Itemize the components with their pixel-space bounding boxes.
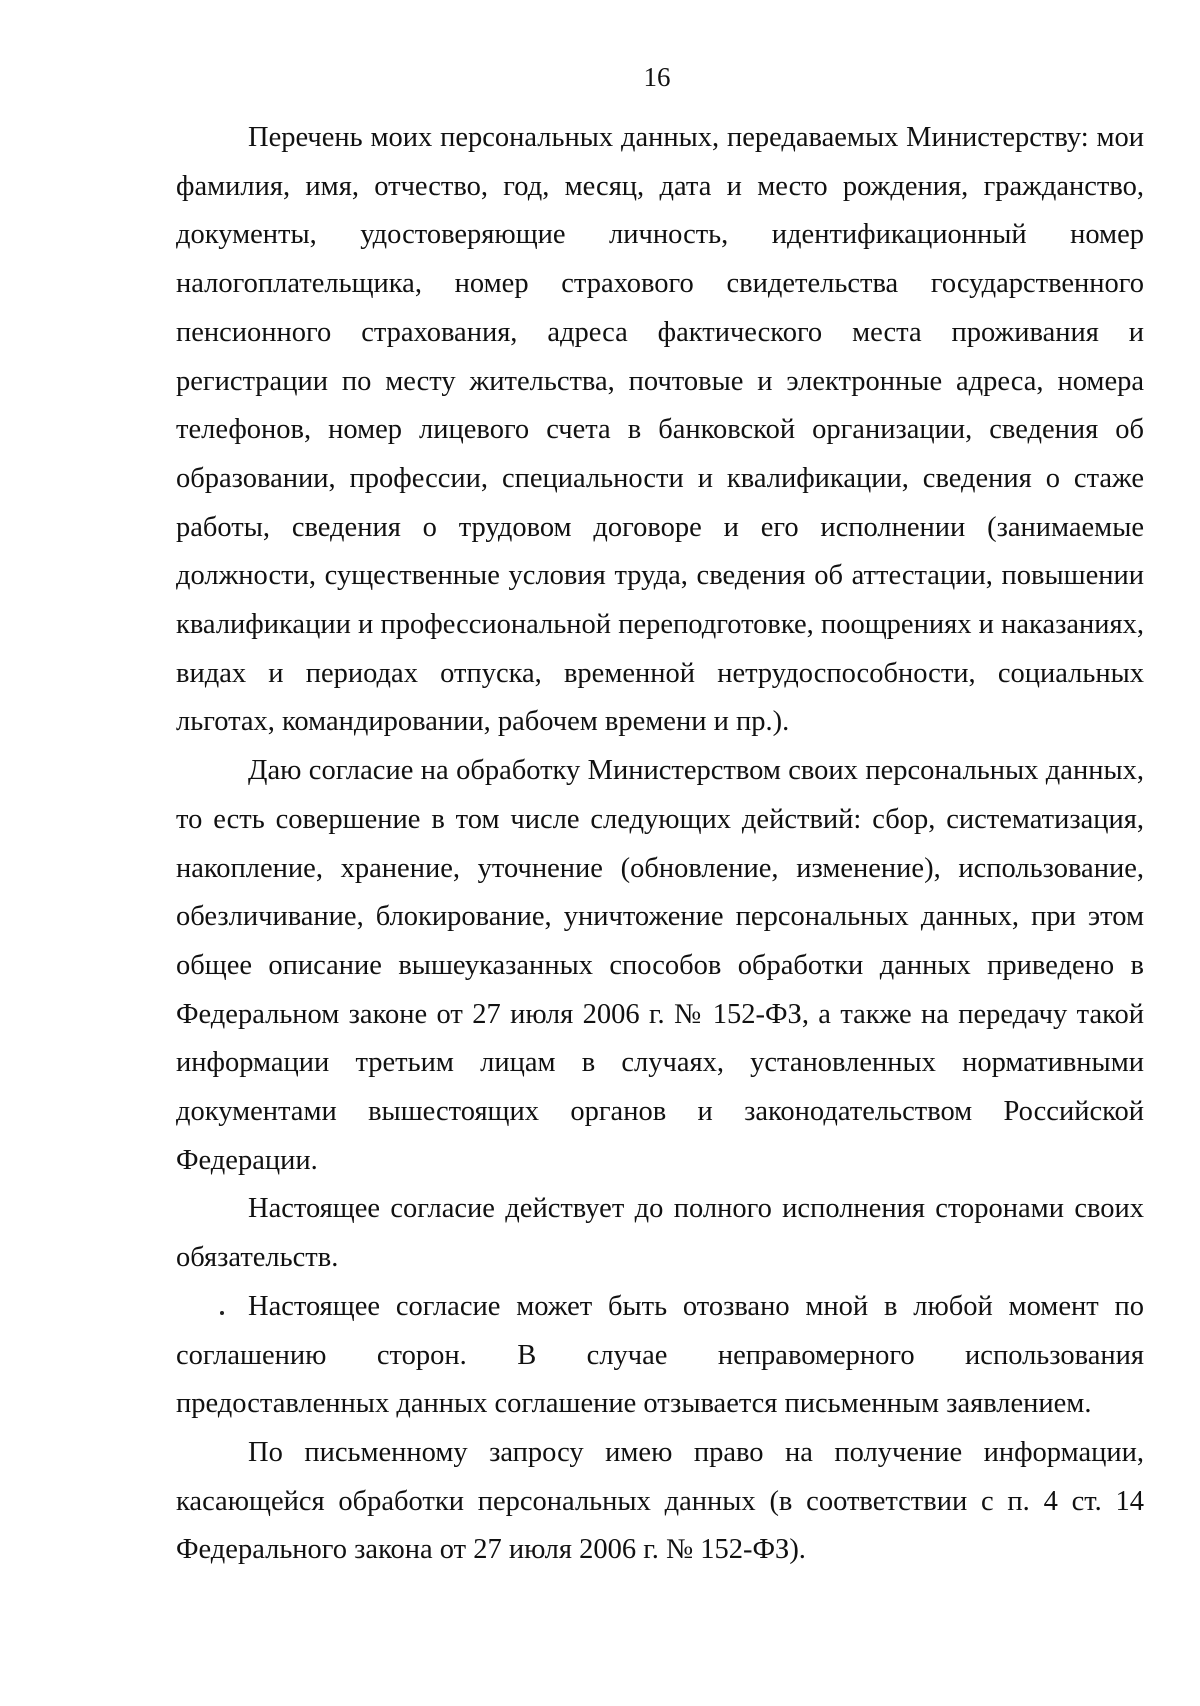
paragraph-personal-data-list: Перечень моих персональных данных, передаваемых Министерству: мои фамилия, имя, отчество, год, месяц, дата и место рождения, гражданство, документы, удостоверяющие личность, идентификационный номер налогоплательщика, номер страхового свидетельства государственного пенсионного страхования, адреса фактического места проживания и регистрации по месту жительства, почтовые и электронные адреса, номера телефонов, номер лицевого счета в банковской организации, сведения об образовании, профессии, специальности и квалификации, сведения о стаже работы, сведения о трудовом договоре и его исполнении (занимаемые должности, существенные условия труда, сведения об аттестации, повышении квалификации и профессиональной переподготовке, поощрениях и наказаниях, видах и периодах отпуска, временной нетрудоспособности, социальных льготах, командировании, рабочем времени и пр.).: [176, 122, 1144, 738]
paragraph-revocation: Настоящее согласие может быть отозвано мной в любой момент по соглашению сторон. В случае неправомерного использования предоставленных данных соглашение отзывается письменным заявлением.: [176, 1290, 1144, 1420]
document-body: [176, 114, 1144, 1575]
paragraph-information-right: По письменному запросу имею право на получение информации, касающейся обработки персональных данных (в соответствии с п. 4 ст. 14 Федерального закона от 27 июля 2006 г. № 152-ФЗ).: [176, 1436, 1144, 1566]
page-number: 16: [643, 62, 671, 92]
paragraph-consent-processing: Даю согласие на обработку Министерством своих персональных данных, то есть совершение в том числе следующих действий: сбор, систематизация, накопление, хранение, уточнение (обновление, изменение), использование, обезличивание, блокирование, уничтожение персональных данных, при этом общее описание вышеуказанных способов обработки данных приведено в Федеральном законе от 27 июля 2006 г. № 152-ФЗ, а также на передачу такой информации третьим лицам в случаях, установленных нормативными документами вышестоящих органов и законодательством Российской Федерации.: [176, 755, 1144, 1176]
paragraph-validity: Настоящее согласие действует до полного исполнения сторонами своих обязательств.: [176, 1193, 1144, 1274]
scan-speck: [220, 1311, 224, 1315]
